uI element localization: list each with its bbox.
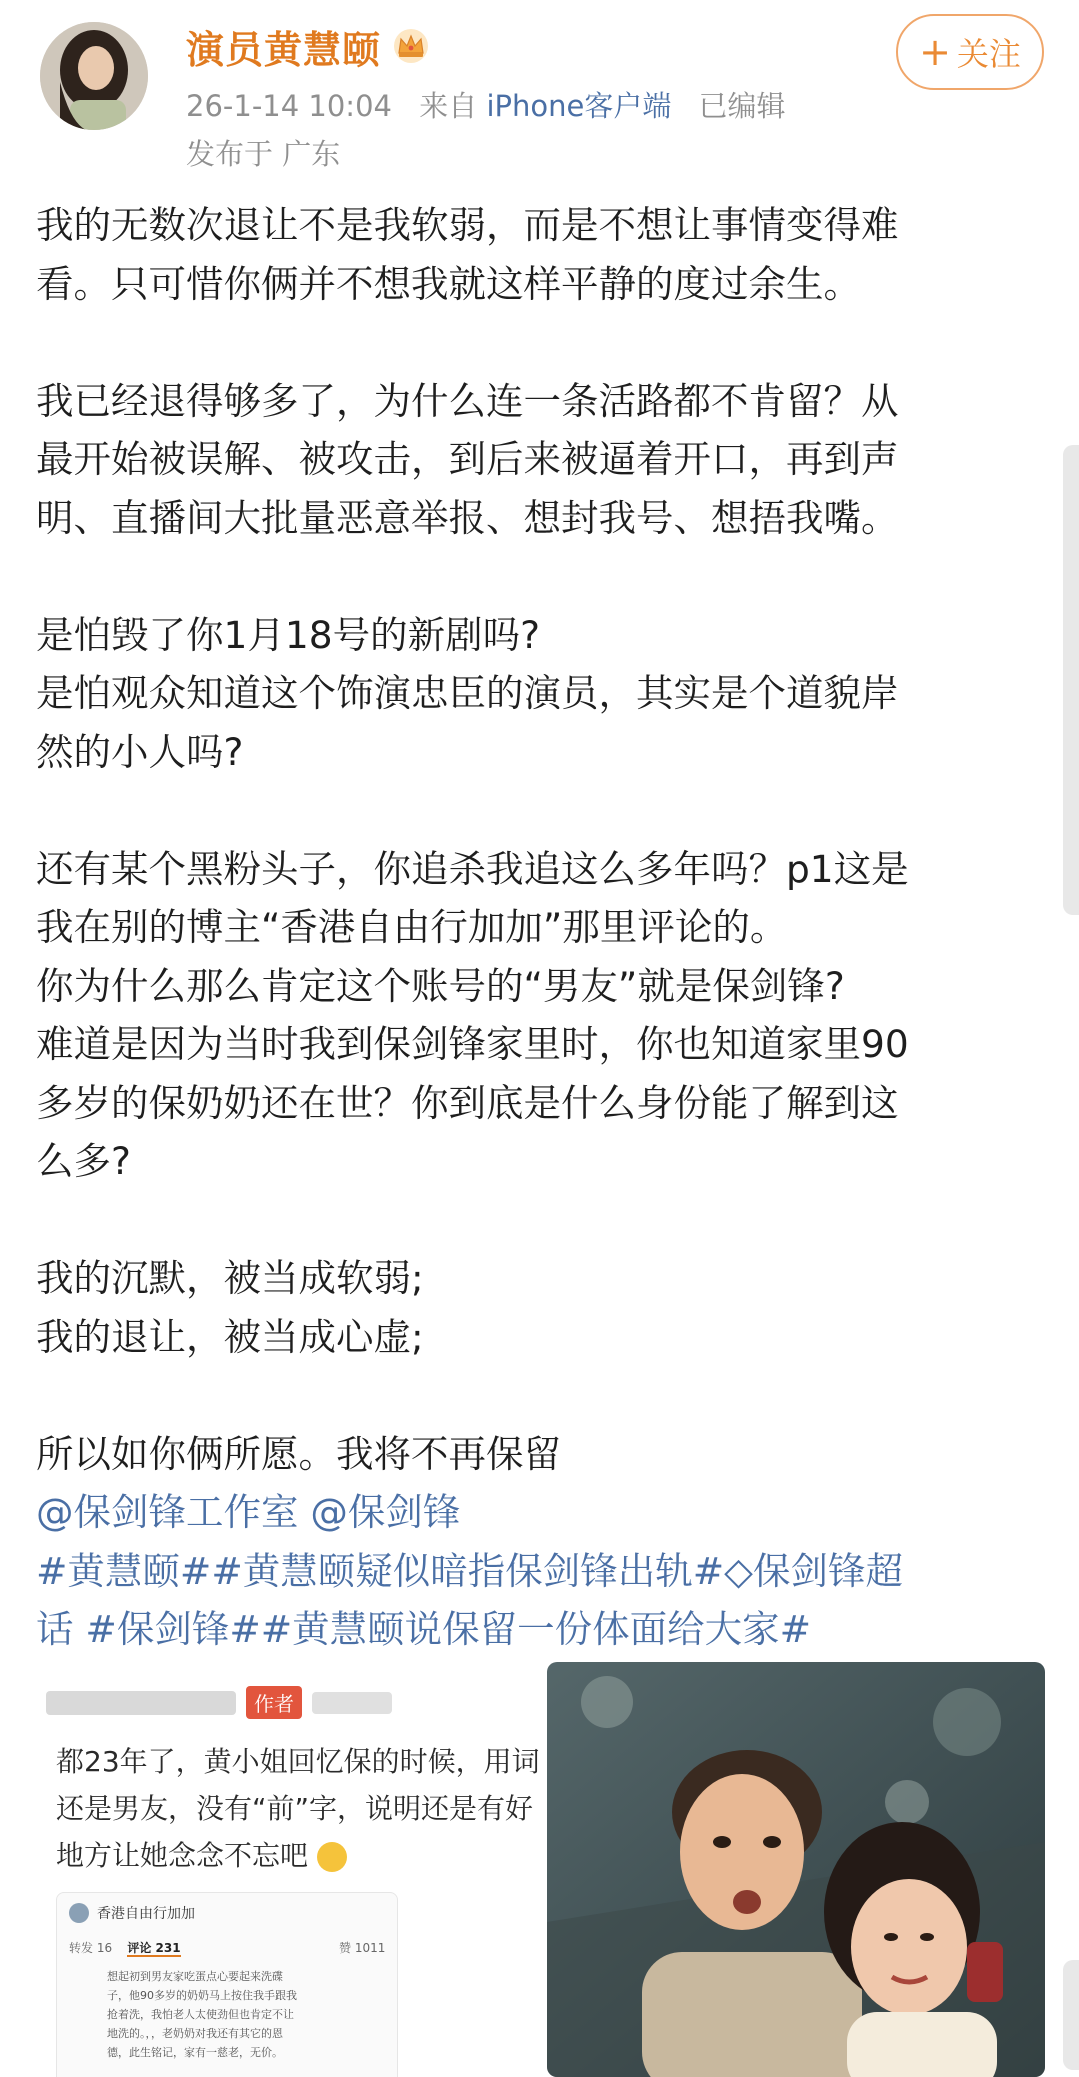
edited-label[interactable]: 已编辑 (698, 89, 786, 123)
scrollbar-track[interactable] (1063, 445, 1079, 915)
card-line: 抢着洗，我怕老人太使劲但也肯定不让 (107, 2008, 294, 2021)
attached-image-comment-screenshot[interactable] (36, 1662, 546, 2077)
text-line: 看。只可惜你俩并不想我就这样平静的度过余生。 (36, 261, 861, 306)
comment-line: 地方让她念念不忘吧 (56, 1839, 309, 1872)
author-tag: 作者 (246, 1686, 302, 1719)
text-line: 所以如你俩所愿。我将不再保留 (36, 1431, 561, 1476)
source-prefix: 来自 (419, 89, 478, 123)
comment-text (56, 1738, 546, 1879)
embedded-weibo-card (56, 1892, 398, 2077)
text-line: 难道是因为当时我到保剑锋家里时，你也知道家里90 (36, 1022, 909, 1066)
text-line: 明、直播间大批量恶意举报、想封我号、想捂我嘴。 (36, 495, 899, 540)
card-tab-comment: 评论 231 (127, 1941, 181, 1955)
blurred-username (46, 1691, 236, 1715)
blurred-meta (312, 1692, 392, 1714)
comment-line: 还是男友，没有“前”字，说明还是有好 (56, 1792, 534, 1825)
hashtag-line[interactable]: #黄慧颐##黄慧颐疑似暗指保剑锋出轨#◇保剑锋超 (36, 1548, 904, 1593)
post-location: 发布于 广东 (186, 137, 341, 171)
author-avatar[interactable] (40, 22, 148, 130)
post-meta (186, 84, 786, 125)
follow-button[interactable] (896, 14, 1044, 90)
text-line: 然的小人吗? (36, 729, 244, 774)
thinking-emoji-icon (317, 1842, 347, 1872)
text-line: 是怕观众知道这个饰演忠臣的演员，其实是个道貌岸 (36, 671, 899, 715)
text-line: 还有某个黑粉头子，你追杀我追这么多年吗？p1这是 (36, 846, 909, 891)
card-likes: 赞 1011 (339, 1941, 386, 1955)
hashtag-block (36, 1542, 1046, 1659)
card-line: 地洗的。，，老奶奶对我还有其它的恩 (107, 2027, 283, 2040)
card-header (69, 1903, 195, 1923)
comment-header (46, 1686, 392, 1719)
text-line: 多岁的保奶奶还在世？你到底是什么身份能了解到这 (36, 1080, 899, 1125)
hashtag-line[interactable]: 话 #保剑锋##黄慧颐说保留一份体面给大家# (36, 1607, 812, 1651)
text-line: 你为什么那么肯定这个账号的“男友”就是保剑锋? (36, 963, 845, 1008)
scrollbar-track-lower[interactable] (1063, 1960, 1079, 2070)
card-comment (107, 1967, 387, 2062)
text-line: 我的退让，被当成心虚; (36, 1314, 424, 1359)
post-source[interactable]: iPhone客户端 (486, 89, 672, 123)
avatar-portrait (40, 22, 148, 130)
post-header (0, 0, 1079, 175)
card-line: 子，他90多岁的奶奶马上按住我手跟我 (107, 1989, 297, 2002)
author-name[interactable]: 演员黄慧颐 (186, 27, 382, 72)
text-line: 我已经退得够多了，为什么连一条活路都不肯留？从 (36, 378, 899, 423)
author-name-row (186, 18, 431, 74)
post-timestamp: 26-1-14 10:04 (186, 89, 392, 123)
mention-links[interactable]: @保剑锋工作室 @保剑锋 (36, 1490, 461, 1534)
text-line: 最开始被误解、被攻击，到后来被逼着开口，再到声 (36, 437, 899, 481)
text-line: 我的无数次退让不是我软弱，而是不想让事情变得难 (36, 203, 899, 247)
text-line: 我在别的博主“香港自由行加加”那里评论的。 (36, 905, 788, 949)
attached-image-couple-photo[interactable] (547, 1662, 1045, 2077)
plus-icon: + (919, 30, 951, 74)
comment-line: 都23年了，黄小姐回忆保的时候，用词 (56, 1745, 540, 1778)
card-line: 德，此生铭记，家有一慈老，无价。 (107, 2046, 283, 2059)
text-line: 么多? (36, 1139, 131, 1183)
card-tab-repost: 转发 16 (69, 1941, 113, 1955)
text-line: 我的沉默，被当成软弱; (36, 1256, 424, 1300)
text-line: 是怕毁了你1月18号的新剧吗? (36, 612, 540, 657)
couple-photo (547, 1662, 1045, 2077)
card-account: 香港自由行加加 (97, 1906, 195, 1922)
card-line: 想起初到男友家吃蛋点心要起来洗碟 (107, 1970, 283, 1983)
crown-badge-icon (391, 27, 431, 65)
follow-label: 关注 (956, 35, 1021, 73)
post-body (36, 196, 1046, 1659)
card-tabs (69, 1939, 386, 1956)
card-avatar (69, 1903, 89, 1923)
